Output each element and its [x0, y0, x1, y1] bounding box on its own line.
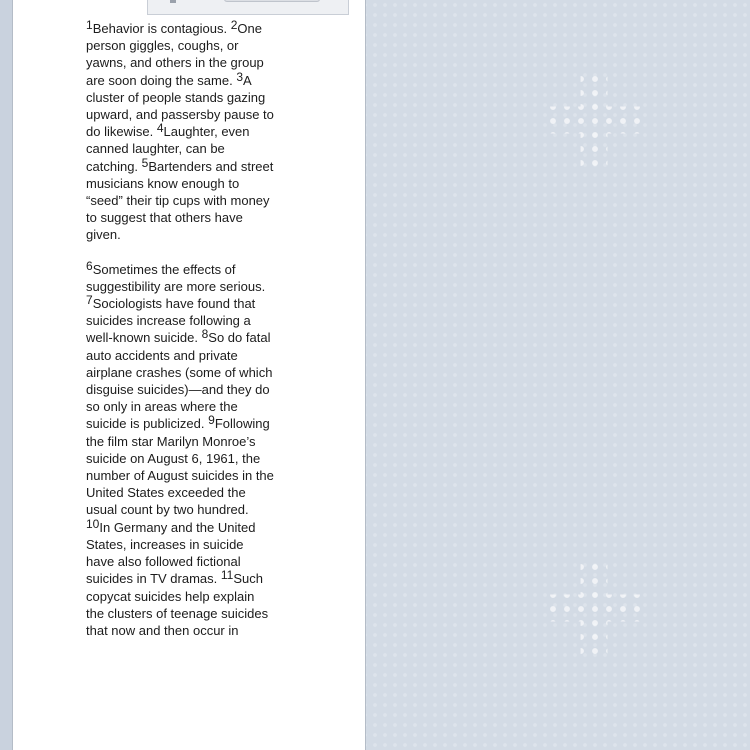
reading-text-column: [86, 20, 274, 656]
left-margin-strip: [0, 0, 12, 750]
sentence-number: 1: [86, 18, 93, 32]
sentence-number: 10: [86, 516, 100, 531]
sentence-number: 11: [220, 568, 234, 583]
page-toolbar-panel: [147, 0, 349, 15]
sentence: [86, 258, 266, 294]
sentence-text: Bartenders and street musicians know enough to “seed” their tip cups with money to suggest that others have given.: [86, 158, 274, 243]
sentence-text: In Germany and the United States, increases in suicide have also followed fictional suicides in TV dramas.: [86, 519, 256, 587]
sentence: [86, 18, 231, 36]
paragraph: [86, 258, 274, 639]
paragraph: [86, 20, 274, 244]
toolbar-handle-icon: [170, 0, 176, 3]
toolbar-tab-button[interactable]: [224, 0, 320, 2]
sentence-text: So do fatal auto accidents and private airplane crashes (some of which disguise suicides)—and they do so only in areas where the suicide is publicized.: [86, 330, 273, 432]
sentence-text: Such copycat suicides help explain the clusters of teenage suicides that now and then occur in: [86, 571, 269, 638]
sentence-text: Laughter, even canned laughter, can be catching.: [86, 124, 250, 174]
document-page[interactable]: [12, 0, 366, 750]
sentence-text: Sometimes the effects of suggestibility are more serious.: [86, 261, 266, 294]
sentence-number: 9: [208, 413, 215, 428]
sentence-text: Following the film star Marilyn Monroe’s suicide on August 6, 1961, the number of August suicides in the United States exceeded the usual count by two hundred.: [86, 416, 274, 518]
sentence: [86, 413, 274, 518]
sentence-number: 2: [230, 18, 238, 32]
sentence-number: 8: [201, 327, 209, 342]
sentence-text: Sociologists have found that suicides increase following a well-known suicide.: [86, 296, 256, 346]
sentence-number: 6: [86, 258, 93, 273]
sentence-text: Behavior is contagious.: [92, 21, 231, 36]
sentence-number: 4: [156, 121, 164, 136]
decorative-pattern-bottom: [546, 560, 642, 656]
sentence-number: 5: [141, 155, 149, 170]
sentence-number: 3: [236, 69, 244, 84]
sentence-text: A cluster of people stands gazing upward, and passersby pause to do likewise.: [86, 72, 274, 140]
sentence-number: 7: [86, 293, 93, 308]
decorative-pattern-top: [546, 72, 642, 168]
sentence-text: One person giggles, coughs, or yawns, and others in the group are soon doing the same.: [86, 21, 264, 88]
